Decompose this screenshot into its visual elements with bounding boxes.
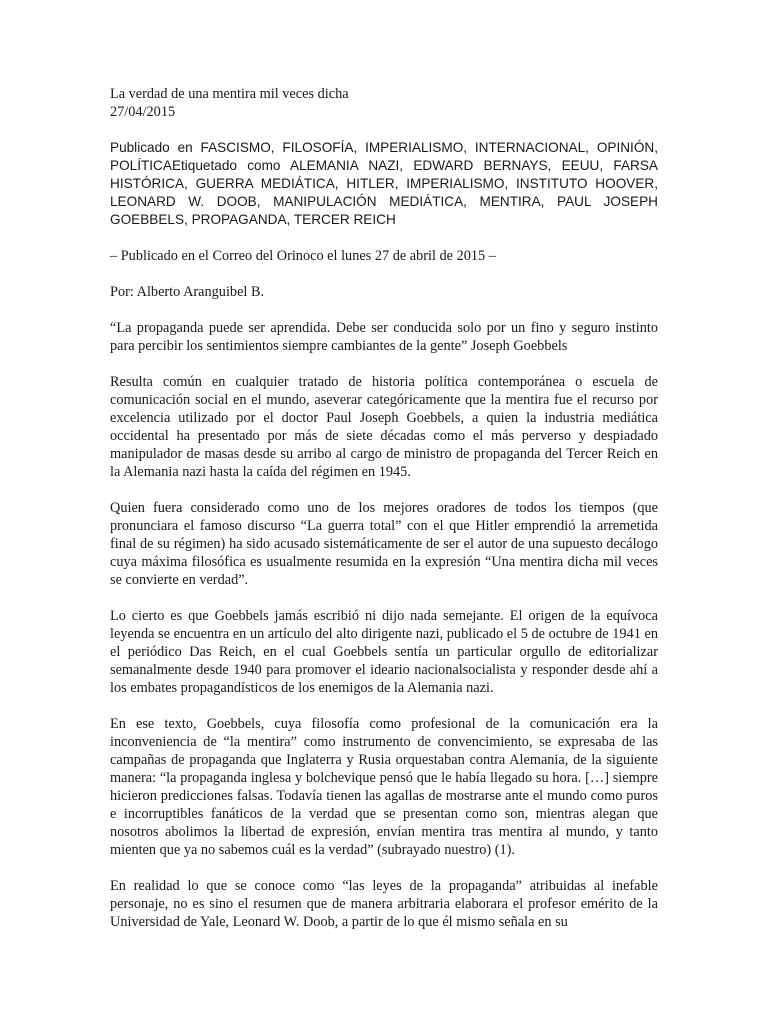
- body-paragraph: Resulta común en cualquier tratado de historia política contemporánea o escuela de comunicación social en el mundo, aseverar categóricamente que la mentira fue el recurso por excelencia utilizado por el doctor Paul Joseph Goebbels, a quien la industria mediática occidental ha presentado por más de siete décadas como el más perverso y despiadado manipulador de masas desde su arribo al cargo de ministro de propaganda del Tercer Reich en la Alemania nazi hasta la caída del régimen en 1945.: [110, 374, 658, 480]
- source-note: – Publicado en el Correo del Orinoco el lunes 27 de abril de 2015 –: [110, 248, 496, 264]
- categories-tags-line: Publicado en FASCISMO, FILOSOFÍA, IMPERIALISMO, INTERNACIONAL, OPINIÓN, POLÍTICAEtiquetado como ALEMANIA NAZI, EDWARD BERNAYS, EEUU, FARSA HISTÓRICA, GUERRA MEDIÁTICA, HITLER, IMPERIALISMO, INSTITUTO HOOVER, LEONARD W. DOOB, MANIPULACIÓN MEDIÁTICA, MENTIRA, PAUL JOSEPH GOEBBELS, PROPAGANDA, TERCER REICH: [110, 140, 658, 227]
- document-page: [110, 85, 658, 931]
- byline: Por: Alberto Aranguibel B.: [110, 284, 265, 300]
- body-paragraph: En ese texto, Goebbels, cuya filosofía como profesional de la comunicación era la inconveniencia de “la mentira” como instrumento de convencimiento, se expresaba de las campañas de propaganda que Inglaterra y Rusia orquestaban contra Alemania, de la siguiente manera: “la propaganda inglesa y bolchevique pensó que le había llegado su hora. […] siempre hicieron predicciones falsas. Todavía tienen las agallas de mostrarse ante el mundo como puros e incorruptibles fanáticos de la verdad que se presentan como son, mientras alegan que nosotros abolimos la libertad de expresión, envían mentira tras mentira al mundo, y tanto mienten que ya no sabemos cuál es la verdad” (subrayado nuestro) (1).: [110, 716, 658, 858]
- body-paragraph: En realidad lo que se conoce como “las leyes de la propaganda” atribuidas al inefable personaje, no es sino el resumen que de manera arbitraria elaborara el profesor emérito de la Universidad de Yale, Leonard W. Doob, a partir de lo que él mismo señala en su: [110, 878, 658, 930]
- body-paragraph: Quien fuera considerado como uno de los mejores oradores de todos los tiempos (que pronunciara el famoso discurso “La guerra total” con el que Hitler emprendió la arremetida final de su régimen) ha sido acusado sistemáticamente de ser el autor de una supuesto decálogo cuya máxima filosófica es usualmente resumida en la expresión “Una mentira dicha mil veces se convierte en verdad”.: [110, 500, 658, 588]
- document-date: 27/04/2015: [110, 104, 176, 120]
- epigraph-quote: “La propaganda puede ser aprendida. Debe ser conducida solo por un fino y seguro instinto para percibir los sentimientos siempre cambiantes de la gente” Joseph Goebbels: [110, 320, 658, 354]
- body-paragraph: Lo cierto es que Goebbels jamás escribió ni dijo nada semejante. El origen de la equívoca leyenda se encuentra en un artículo del alto dirigente nazi, publicado el 5 de octubre de 1941 en el periódico Das Reich, en el cual Goebbels sentía un particular orgullo de editorializar semanalmente desde 1940 para promover el ideario nacionalsocialista y responder desde ahí a los embates propagandísticos de los enemigos de la Alemania nazi.: [110, 608, 658, 696]
- document-title: La verdad de una mentira mil veces dicha: [110, 86, 349, 102]
- document-header: [110, 85, 658, 121]
